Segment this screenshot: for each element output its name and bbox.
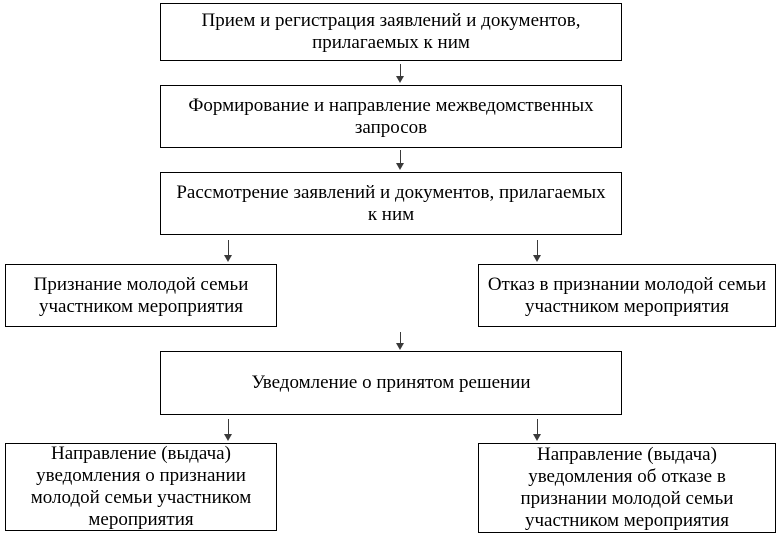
arrow-head bbox=[533, 434, 541, 441]
box-text-line: Направление (выдача) bbox=[537, 444, 717, 465]
box-text-line: Прием и регистрация заявлений и документов, bbox=[201, 10, 581, 31]
box-text-line: молодой семьи участником bbox=[30, 487, 252, 508]
arrow-head bbox=[396, 343, 404, 350]
box-text-line: Отказ в признании молодой семьи bbox=[487, 273, 767, 295]
arrow-shaft bbox=[400, 150, 401, 163]
down-arrow-icon bbox=[394, 64, 406, 83]
down-arrow-icon bbox=[222, 240, 234, 262]
arrow-head bbox=[533, 255, 541, 262]
box-refusal-recognition bbox=[478, 264, 776, 327]
arrow-shaft bbox=[228, 419, 229, 434]
box-text-line: запросов bbox=[354, 116, 428, 138]
box-text-line: Признание молодой семьи bbox=[33, 273, 249, 295]
arrow-shaft bbox=[400, 332, 401, 343]
arrow-head bbox=[396, 76, 404, 83]
arrow-shaft bbox=[228, 240, 229, 255]
box-text-line: участником мероприятия bbox=[525, 295, 729, 317]
box-reception-registration bbox=[160, 3, 622, 61]
down-arrow-icon bbox=[531, 240, 543, 262]
down-arrow-icon bbox=[531, 419, 543, 441]
arrow-head bbox=[224, 434, 232, 441]
box-issue-recognition-notice bbox=[5, 443, 277, 531]
box-recognition-participant bbox=[5, 264, 277, 327]
box-review-applications bbox=[160, 172, 622, 235]
box-interagency-requests bbox=[160, 85, 622, 148]
arrow-shaft bbox=[537, 419, 538, 434]
box-text-line: Уведомление о принятом решении bbox=[251, 372, 531, 393]
down-arrow-icon bbox=[394, 332, 406, 350]
box-decision-notification bbox=[160, 351, 622, 415]
box-text-line: признании молодой семьи bbox=[520, 488, 734, 509]
box-text-line: уведомления об отказе в bbox=[528, 466, 726, 487]
box-text-line: прилагаемых к ним bbox=[312, 32, 470, 53]
box-issue-refusal-notice bbox=[478, 443, 776, 533]
box-text-line: Направление (выдача) bbox=[51, 443, 231, 464]
box-text-line: уведомления о признании bbox=[36, 465, 246, 486]
arrow-head bbox=[396, 163, 404, 170]
box-text-line: участником мероприятия bbox=[525, 510, 729, 531]
box-text-line: к ним bbox=[367, 203, 415, 225]
arrow-head bbox=[224, 255, 232, 262]
down-arrow-icon bbox=[394, 150, 406, 170]
arrow-shaft bbox=[537, 240, 538, 255]
box-text-line: участником мероприятия bbox=[39, 295, 243, 317]
down-arrow-icon bbox=[222, 419, 234, 441]
arrow-shaft bbox=[400, 64, 401, 76]
box-text-line: мероприятия bbox=[88, 509, 194, 530]
box-text-line: Рассмотрение заявлений и документов, прилагаемых bbox=[176, 181, 606, 203]
box-text-line: Формирование и направление межведомственных bbox=[188, 94, 594, 116]
